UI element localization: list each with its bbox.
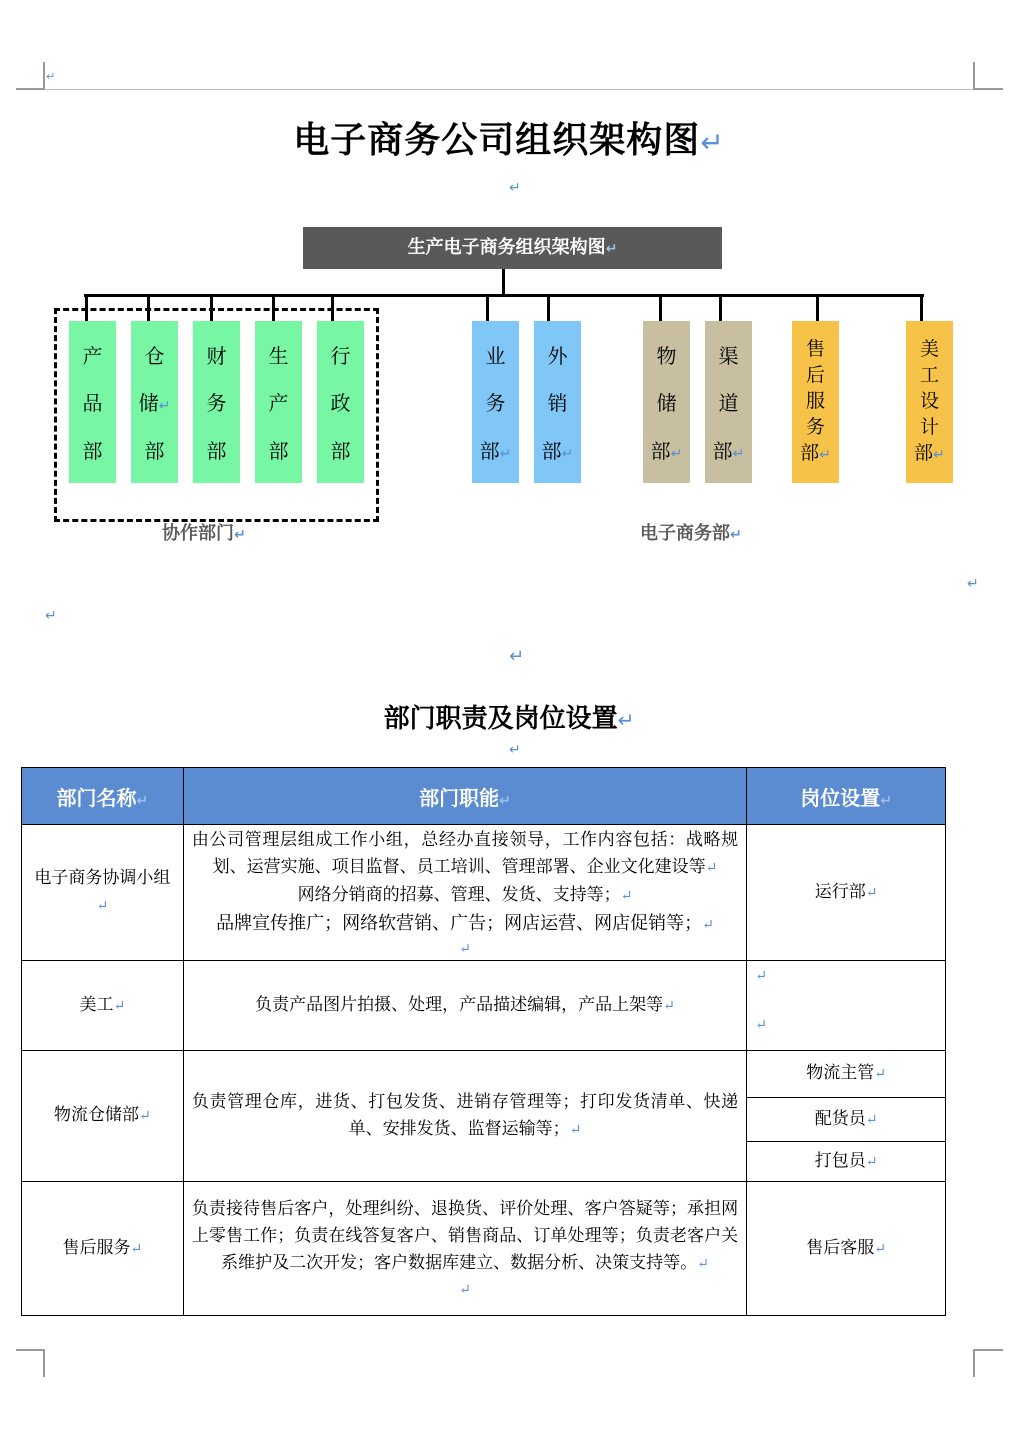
return-mark: ↵: [113, 997, 126, 1014]
return-mark: ↵: [865, 1153, 878, 1170]
cell-posts-empty: [747, 961, 946, 1051]
table-row: [22, 961, 946, 1051]
cell-dept-name: [22, 1182, 184, 1316]
table-row: [22, 1182, 946, 1316]
dept-char: 产: [82, 344, 103, 369]
dept-char-with-mark: [542, 435, 574, 464]
dept-char: 工: [919, 364, 939, 386]
duty-text: 由公司管理层组成工作小组，总经办直接领导，工作内容包括：战略规划、运营实施、项目监督、员工培训、管理部署、企业文化建设等: [191, 830, 739, 877]
dept-after-sales: [792, 321, 839, 483]
dept-product: [69, 321, 116, 483]
return-mark: ↵: [933, 447, 945, 463]
return-mark: ↵: [967, 576, 979, 592]
return-mark: ↵: [732, 445, 745, 462]
post-text: 打包员: [814, 1150, 866, 1171]
cell-posts: [747, 1051, 946, 1098]
cell-dept-name: [22, 825, 184, 961]
header-text: 部门名称: [56, 785, 137, 810]
cell-text: 物流仓储部: [54, 1105, 140, 1125]
cell-duties: [183, 1182, 746, 1316]
return-mark: ↵: [865, 1111, 878, 1128]
return-mark: ↵: [755, 1017, 767, 1033]
return-mark: ↵: [45, 608, 57, 624]
return-mark: ↵: [880, 792, 892, 809]
duty-text: 负责管理仓库，进货、打包发货、进销存管理等；打印发货清单、快递单、安排发货、监督运输等；: [191, 1091, 739, 1139]
return-mark: ↵: [755, 968, 767, 984]
connector-drop: [547, 294, 550, 321]
return-mark: ↵: [459, 941, 471, 957]
return-mark: ↵: [499, 445, 512, 462]
cell-duties: [183, 1051, 746, 1182]
header-rule: [45, 89, 973, 90]
dept-char-with-mark: [914, 440, 945, 468]
cell-text: 售后服务: [62, 1237, 131, 1258]
corner-mark-bottom-right-v: [973, 1349, 975, 1377]
return-mark: ↵: [617, 708, 635, 732]
return-mark: ↵: [700, 126, 725, 159]
cell-dept-name: [22, 961, 184, 1051]
return-mark: ↵: [509, 646, 525, 667]
cell-dept-name: [22, 1051, 184, 1182]
dept-char-with-mark: [651, 435, 683, 464]
cell-posts: [747, 1182, 946, 1316]
return-mark: ↵: [130, 1240, 143, 1257]
duty-paragraph: [192, 882, 738, 910]
department-table: [21, 767, 946, 1316]
dept-char: 部: [914, 442, 934, 464]
dept-char: 储: [138, 391, 159, 416]
dept-char: 产: [268, 391, 289, 416]
post-text: 运行部: [814, 881, 866, 902]
dept-char: 服: [805, 390, 825, 412]
dept-char: 部: [541, 438, 562, 463]
duty-text: 负责接待售后客户，处理纠纷、退换货、评价处理、客户答疑等；承担网上零售工作；负责在线答复客户、销售商品、订单处理等；负责老客户关系维护及二次开发；客户数据库建立、数据分析、决策支持等。: [191, 1199, 739, 1273]
org-chart-root-label: 生产电子商务组织架构图: [407, 237, 606, 258]
header-text: 部门职能: [419, 785, 500, 810]
dept-char: 业: [485, 344, 506, 369]
return-mark: ↵: [663, 997, 675, 1014]
cell-duties: [183, 825, 746, 961]
connector-drop: [920, 294, 923, 321]
dept-char-with-mark: [800, 440, 831, 468]
cell-posts: [747, 1098, 946, 1142]
section-title-text: 部门职责及岗位设置: [383, 704, 618, 734]
post-text: 物流主管: [806, 1063, 875, 1083]
dept-logistics: [643, 321, 690, 483]
return-mark: ↵: [819, 447, 831, 463]
dept-business: [472, 321, 519, 483]
corner-mark-top-left-h: [16, 88, 45, 90]
dept-channel: [705, 321, 752, 483]
return-mark: ↵: [509, 180, 521, 196]
return-mark: ↵: [705, 860, 718, 876]
corner-mark-bottom-left-h: [16, 1349, 45, 1351]
dept-char-with-mark: [139, 387, 171, 416]
table-row: [22, 825, 946, 961]
return-mark: ↵: [561, 445, 574, 462]
dept-char: 物: [656, 344, 677, 369]
dept-char: 部: [650, 438, 671, 463]
connector-drop: [816, 294, 819, 321]
group-label-text: 协作部门: [162, 523, 234, 544]
return-mark: ↵: [865, 884, 878, 901]
return-mark: ↵: [874, 1066, 886, 1082]
duty-paragraph: [192, 1196, 738, 1278]
dept-char-with-mark: [713, 435, 745, 464]
corner-mark-top-right-h: [973, 88, 1003, 90]
return-mark: ↵: [605, 241, 618, 257]
dept-char-with-mark: [480, 435, 512, 464]
duty-text: 负责产品图片拍摄、处理，产品描述编辑，产品上架等: [255, 994, 664, 1015]
duty-text: 网络分销商的招募、管理、发货、支持等；: [297, 885, 621, 905]
duty-text: 品牌宣传推广；网络软营销、广告；网店运营、网店促销等；: [216, 913, 703, 934]
dept-finance: [193, 321, 240, 483]
dept-char: 设: [919, 390, 939, 412]
dept-char: 部: [144, 438, 165, 463]
header-dept-name: [22, 768, 184, 825]
return-mark: ↵: [499, 792, 511, 809]
dept-char: 政: [330, 391, 351, 416]
dept-char: 部: [330, 438, 351, 463]
connector-drop: [486, 294, 489, 321]
dept-export-sales: [534, 321, 581, 483]
return-mark: ↵: [139, 1108, 151, 1124]
return-mark: ↵: [730, 527, 742, 543]
return-mark: ↵: [620, 888, 633, 904]
return-mark: ↵: [136, 792, 149, 809]
dept-char: 计: [919, 416, 939, 438]
return-mark: ↵: [46, 70, 56, 83]
dept-char: 务: [206, 391, 227, 416]
dept-char: 生: [268, 344, 289, 369]
duty-paragraph-empty: [192, 1278, 738, 1301]
dept-production: [255, 321, 302, 483]
connector-drop: [719, 294, 722, 321]
return-mark: ↵: [96, 898, 109, 914]
duty-paragraph-empty: [192, 939, 738, 958]
cell-text: 电子商务协调小组: [34, 868, 171, 888]
corner-mark-bottom-right-h: [973, 1349, 1003, 1351]
cooperation-group-label: [162, 519, 246, 545]
table-header-row: [22, 768, 946, 825]
dept-char: 部: [268, 438, 289, 463]
dept-char: 售: [805, 338, 825, 360]
dept-char: 道: [718, 391, 739, 416]
empty-line: [755, 965, 937, 986]
org-chart-root: [303, 227, 722, 269]
page-title: [0, 112, 1018, 163]
dept-admin: [317, 321, 364, 483]
return-mark: ↵: [702, 917, 714, 933]
corner-mark-top-left-v: [43, 62, 45, 90]
dept-char: 部: [82, 438, 103, 463]
return-mark: ↵: [234, 527, 246, 543]
connector-drop: [659, 294, 662, 321]
dept-char: 渠: [718, 344, 739, 369]
section-title: [0, 698, 1018, 735]
dept-char: 行: [330, 344, 351, 369]
dept-warehouse: [131, 321, 178, 483]
return-mark: ↵: [569, 1121, 582, 1138]
dept-char: 财: [206, 344, 227, 369]
return-mark: ↵: [697, 1256, 709, 1272]
post-text: 售后客服: [806, 1237, 875, 1258]
return-mark: ↵: [670, 445, 683, 462]
corner-mark-top-right-v: [973, 62, 975, 90]
dept-char: 仓: [144, 344, 165, 369]
cell-duties: [183, 961, 746, 1051]
dept-char: 部: [800, 442, 820, 464]
dept-art-design: [906, 321, 953, 483]
return-mark: ↵: [158, 398, 171, 415]
dept-char: 部: [479, 438, 500, 463]
corner-mark-bottom-left-v: [43, 1349, 45, 1377]
return-mark: ↵: [459, 1282, 471, 1298]
dept-char: 外: [547, 344, 568, 369]
dept-char: 部: [206, 438, 227, 463]
return-mark: ↵: [874, 1240, 886, 1257]
dept-char: 后: [805, 364, 825, 386]
dept-char: 务: [805, 416, 825, 438]
duty-paragraph: [192, 827, 738, 882]
page-title-text: 电子商务公司组织架构图: [293, 120, 701, 161]
group-label-text: 电子商务部: [640, 523, 730, 544]
dept-char: 销: [547, 391, 568, 416]
duty-paragraph: [192, 910, 738, 939]
dept-char: 美: [919, 338, 939, 360]
post-text: 配货员: [814, 1108, 866, 1129]
return-mark: ↵: [509, 742, 521, 758]
cell-posts: [747, 825, 946, 961]
empty-line: [755, 1014, 937, 1035]
ecommerce-group-label: [640, 519, 742, 545]
cell-text: 美工: [79, 994, 114, 1015]
header-posts: [747, 768, 946, 825]
dept-char: 品: [82, 391, 103, 416]
header-text: 岗位设置: [800, 785, 881, 810]
connector-root-down: [502, 269, 505, 295]
table-row: [22, 1051, 946, 1098]
dept-char: 部: [712, 438, 733, 463]
dept-char: 储: [656, 391, 677, 416]
header-dept-duties: [183, 768, 746, 825]
cell-posts: [747, 1142, 946, 1182]
dept-char: 务: [485, 391, 506, 416]
